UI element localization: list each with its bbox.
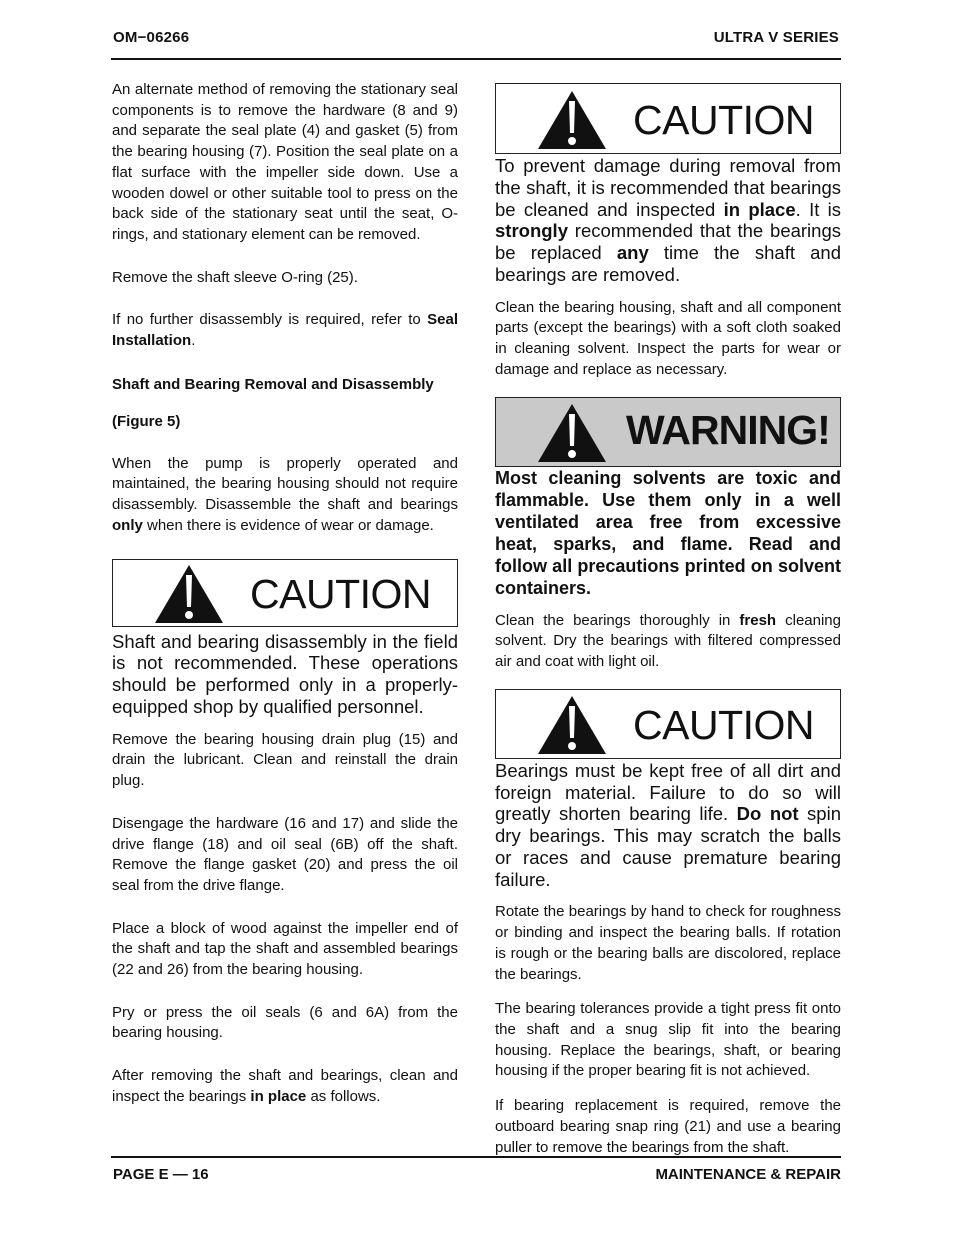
right-column [495,83,841,1158]
paragraph-bearing-replacement: If bearing replacement is required, remove the outboard bearing snap ring (21) and use a bearing puller to remove the bearings from the shaft. [495,1097,841,1156]
paragraph-inspect-bearings: After removing the shaft and bearings, clean and inspect the bearings in place as follows. [112,1067,458,1105]
paragraph-tap-shaft: Place a block of wood against the impeller end of the shaft and tap the shaft and assembled bearings (22 and 26) from the bearing housing. [112,919,458,979]
caution-label-2: CAUTION [633,701,814,748]
warning-text: Most cleaning solvents are toxic and flammable. Use them only in a well ventilated area free from excessive heat, sparks, and flame. Read and follow all precautions printed on solvent containers. [495,467,841,598]
paragraph-drain-plug: Remove the bearing housing drain plug (15) and drain the lubricant. Clean and reinstall the drain plug. [112,730,458,790]
paragraph-oil-seals: Pry or press the oil seals (6 and 6A) from the bearing housing. [112,1003,458,1042]
warning-triangle-icon [536,402,608,464]
paragraph-tolerances: The bearing tolerances provide a tight press fit onto the shaft and a snug slip fit into the bearing housing. Replace the bearings, shaft, or bearing housing if the proper bearing fit is not achieved. [495,1000,841,1080]
seal-installation-ref: Seal Installation [112,311,458,350]
paragraph-remove-oring: Remove the shaft sleeve O-ring (25). [112,268,358,286]
warning-triangle-icon [536,694,608,756]
paragraph-rotate-bearings: Rotate the bearings by hand to check for roughness or binding and inspect the bearing balls. If rotation is rough or the bearing balls are discolored, replace the bearings. [495,903,841,983]
warning-label: WARNING! [626,406,830,453]
paragraph-alternate-method: An alternate method of removing the stationary seal components is to remove the hardware (8 and 9) and separate the seal plate (4) and gasket (5) from the bearing housing (7). Position the seal plate on a flat surface with the impeller side down. Use a wooden dowel or other suitable tool to press on the back side of the stationary seat until the seat, O-rings, and stationary element can be removed. [112,81,458,243]
section-heading: Shaft and Bearing Removal and Disassembly [112,375,434,393]
section-name: MAINTENANCE & REPAIR [655,1166,841,1183]
caution-text: Shaft and bearing disassembly in the field is not recommended. These operations should be performed only in a properly-equipped shop by qualified personnel. [112,630,458,717]
paragraph-drive-flange: Disengage the hardware (16 and 17) and slide the drive flange (18) and oil seal (6B) off the shaft. Remove the flange gasket (20) and press the oil seal from the drive flange. [112,814,458,894]
caution-text-1: To prevent damage during removal from the shaft, it is recommended that bearings be cleaned and inspected in place. It is strongly recommended that the bearings be replaced any time the shaft and bearings are removed. [495,155,842,285]
figure-reference: (Figure 5) [112,412,181,430]
caution-box-1 [495,83,841,154]
header-rule [111,58,841,60]
caution-box [112,559,458,627]
footer-rule [111,1156,841,1158]
page-number: PAGE E — 16 [113,1166,209,1183]
caution-label: CAUTION [250,570,431,617]
document-number: OM−06266 [113,29,190,46]
warning-triangle-icon [153,563,225,625]
paragraph-clean-bearings: Clean the bearings thoroughly in fresh cleaning solvent. Dry the bearings with filtered compressed air and coat with light oil. [495,611,841,670]
caution-box-2 [495,689,841,759]
caution-label-1: CAUTION [633,97,814,143]
series-title: ULTRA V SERIES [713,29,839,46]
left-column [112,80,458,1108]
caution-text-2: Bearings must be kept free of all dirt and foreign material. Failure to do so will greatly shorten bearing life. Do not spin dry bearings. This may scratch the balls or races and cause premature bearing failure. [495,759,841,890]
paragraph-clean-housing: Clean the bearing housing, shaft and all component parts (except the bearings) with a soft cloth soaked in cleaning solvent. Inspect the parts for wear or damage and replace as necessary. [495,298,841,378]
paragraph-disassembly-intro: When the pump is properly operated and maintained, the bearing housing should not require disassembly. Disassemble the shaft and bearings only when there is evidence of wear or damage. [112,454,458,534]
warning-triangle-icon [536,89,608,151]
paragraph-seal-installation-ref: If no further disassembly is required, refer to Seal Installation. [112,311,458,350]
warning-box [495,397,841,467]
